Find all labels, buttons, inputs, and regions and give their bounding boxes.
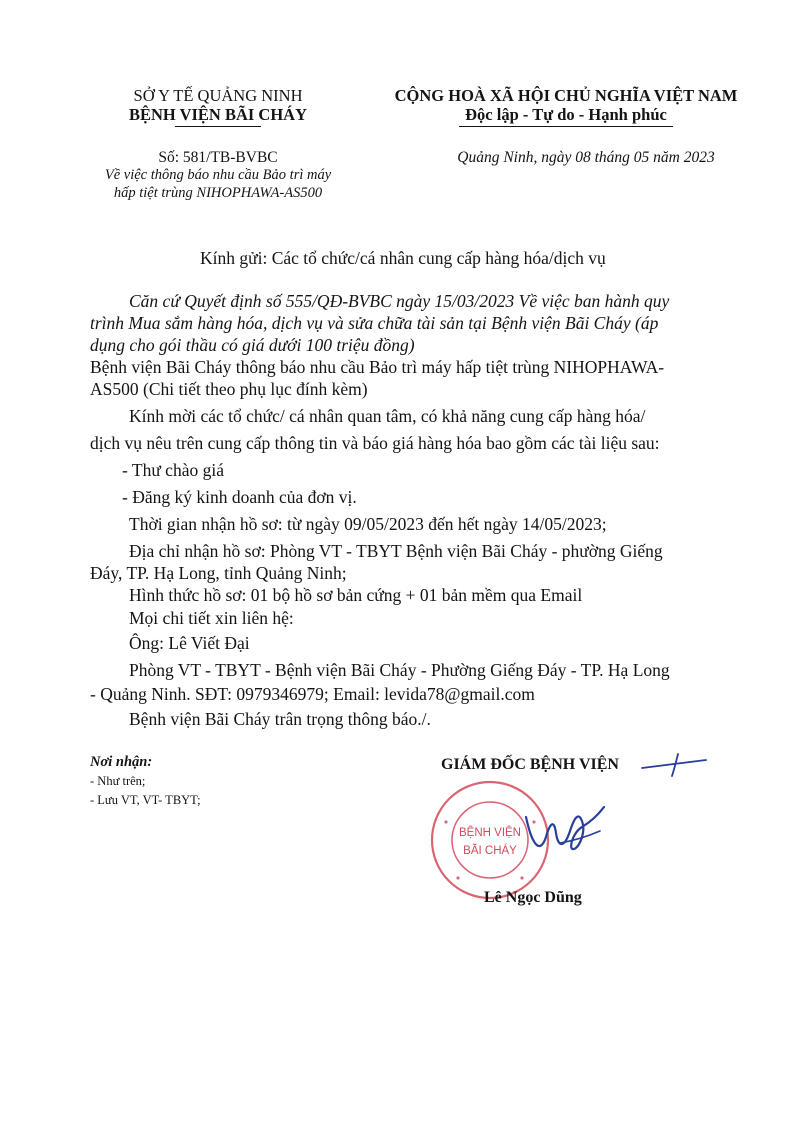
hospital-name: BỆNH VIỆN BÃI CHÁY (128, 105, 308, 124)
notice-line-1: Bệnh viện Bãi Cháy thông báo nhu cầu Bảo trì máy hấp tiệt trùng NIHOPHAWA- (90, 357, 665, 377)
dossier-form: Hình thức hồ sơ: 01 bộ hồ sơ bản cứng + 01 bản mềm qua Email (129, 585, 583, 605)
address-line-2: Đáy, TP. Hạ Long, tỉnh Quảng Ninh; (90, 563, 347, 583)
basis-line-1: Căn cứ Quyết định số 555/QĐ-BVBC ngày 15/03/2023 Về việc ban hành quy (129, 291, 670, 311)
seal-text-line-2: BÃI CHÁY (463, 845, 517, 857)
recipient-item-2: - Lưu VT, VT- TBYT; (90, 793, 201, 807)
recipient-line: Kính gửi: Các tổ chức/cá nhân cung cấp hàng hóa/dịch vụ (200, 248, 606, 268)
signer-title: GIÁM ĐỐC BỆNH VIỆN (441, 756, 619, 773)
country-name: CỘNG HOÀ XÃ HỘI CHỦ NGHĨA VIỆT NAM (394, 86, 738, 105)
subject-line-1: Về việc thông báo nhu cầu Bảo trì máy (104, 167, 332, 183)
contact-intro: Mọi chi tiết xin liên hệ: (129, 608, 294, 628)
contact-line-1: Phòng VT - TBYT - Bệnh viện Bãi Cháy - Phường Giếng Đáy - TP. Hạ Long (129, 660, 670, 680)
document-number: Số: 581/TB-BVBC (158, 149, 278, 166)
invite-line-2: dịch vụ nêu trên cung cấp thông tin và báo giá hàng hóa bao gồm các tài liệu sau: (90, 433, 660, 453)
invite-line-1: Kính mời các tổ chức/ cá nhân quan tâm, có khả năng cung cấp hàng hóa/ (129, 406, 646, 426)
receive-time: Thời gian nhận hồ sơ: từ ngày 09/05/2023 đến hết ngày 14/05/2023; (129, 514, 607, 534)
doc-item-1: - Thư chào giá (122, 460, 224, 480)
recipient-item-1: - Như trên; (90, 774, 146, 788)
basis-line-3: dụng cho gói thầu có giá dưới 100 triệu đồng) (90, 335, 415, 355)
notice-line-2: AS500 (Chi tiết theo phụ lục đính kèm) (90, 379, 368, 399)
hospital-underline (175, 126, 261, 127)
closing-line: Bệnh viện Bãi Cháy trân trọng thông báo./. (129, 709, 431, 729)
handwritten-signature-icon (520, 797, 620, 869)
address-line-1: Địa chỉ nhận hồ sơ: Phòng VT - TBYT Bệnh viện Bãi Cháy - phường Giếng (129, 541, 663, 561)
signature-flourish-icon (640, 752, 710, 778)
place-date: Quảng Ninh, ngày 08 tháng 05 năm 2023 (457, 149, 715, 166)
basis-line-2: trình Mua sắm hàng hóa, dịch vụ và sửa chữa tài sản tại Bệnh viện Bãi Cháy (áp (90, 313, 659, 333)
doc-item-2: - Đăng ký kinh doanh của đơn vị. (122, 487, 357, 507)
motto: Độc lập - Tự do - Hạnh phúc (465, 105, 667, 124)
motto-underline (459, 126, 673, 127)
subject-line-2: hấp tiệt trùng NIHOPHAWA-AS500 (113, 185, 323, 201)
recipients-title: Nơi nhận: (90, 754, 153, 770)
signer-name: Lê Ngọc Dũng (484, 889, 582, 906)
agency-name: SỞ Y TẾ QUẢNG NINH (133, 86, 303, 105)
contact-name: Ông: Lê Viết Đại (129, 633, 250, 653)
contact-line-2: - Quảng Ninh. SĐT: 0979346979; Email: levida78@gmail.com (90, 684, 535, 704)
seal-text-line-1: BỆNH VIỆN (459, 827, 521, 839)
